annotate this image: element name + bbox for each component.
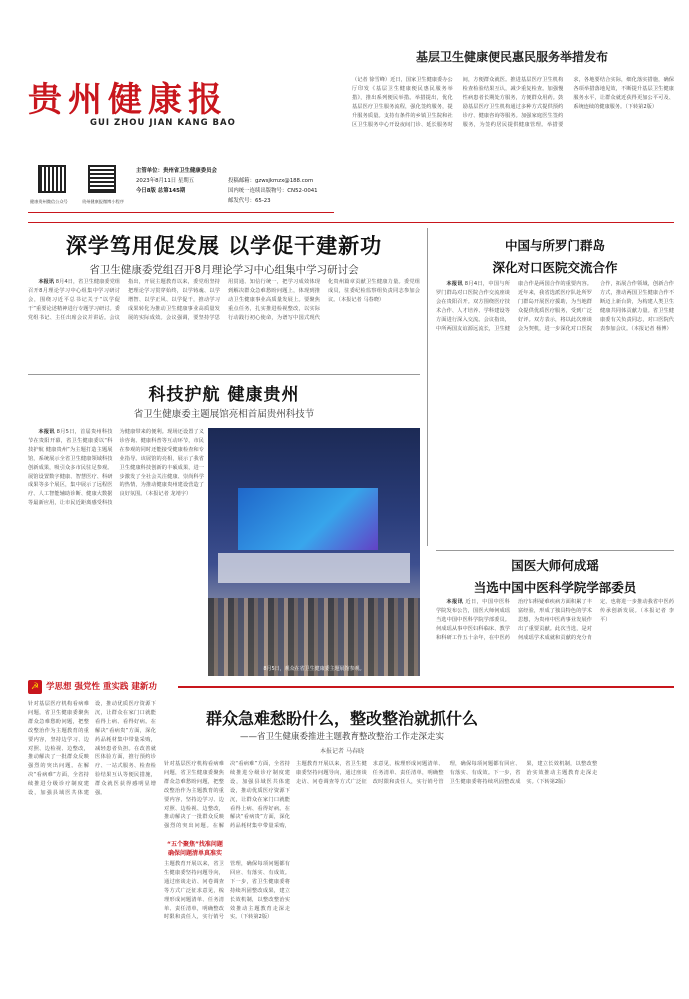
lead-label: 本报讯 xyxy=(446,281,463,287)
bottom-subhead: ——省卫生健康委推进主题教育整改整治工作走深走实 xyxy=(239,732,444,742)
party-emblem-icon: ☭ xyxy=(28,680,42,694)
bottom-left-body: 针对基层医疗机构看病难问题，省卫生健康委聚焦群众急难愁盼问题，把整改整治作为主题教育的重要内容，坚持边学习、边对照、边检视、边整改，推动解决了一批群众反映强烈的突出问题。在解决“看病难”方面，全省持续推进分级诊疗制度建设，加强县域医共体建设，推动优质医疗资源下沉，让群众在家门口就能看得上病、看得好病。在解决“看病贵”方面，深化药品耗材集中带量采购，减轻患者负担。在改善就医体验方面，推行预约诊疗、一站式服务、检查检验结果互认等便民措施，群众就医获得感明显增强。 xyxy=(28,701,156,797)
bottom-byline: 本报记者 马春晓 xyxy=(320,748,364,755)
main-body-text: 8月4日，省卫生健康委党组召开8月理论学习中心组集中学习研讨会，围绕习近平总书记关于“以学促干”重要论述精神进行专题学习研讨。委党组书记、主任出席会议并讲话。会议指出，开展主题教育以来，委党组坚持把理论学习贯穿始终，以学铸魂、以学增智、以学正风、以学促干，推动学习成果转化为推动卫生健康事业高质量发展的实际成效。会议强调，要坚持学思用贯通、知信行统一，把学习成效体现到解决群众急难愁盼问题上，体现到推动卫生健康事业高质量发展上。要聚焦重点任务，扎实推进检视整改，以实际行动践行初心使命，为谱写中国式现代化贵州篇章贡献卫生健康力量。委党组成员，驻委纪检监察组负责同志参加会议。（本报记者 马春晓） xyxy=(28,279,420,321)
cambodia-body-text: 8月4日，中国与所罗门群岛对口医院合作交流座谈会在贵阳召开。双方围绕医疗技术合作、人才培养、学科建设等方面进行深入交流。会议指出，中所两国友谊源远流长，卫生健康合作是两国合作的重要内容。近年来，我省选派医疗队赴所罗门群岛开展医疗援助，为当地群众提供优质医疗服务，受到广泛好评。双方表示，将以此次座谈会为契机，进一步深化对口医院合作，拓展合作领域，创新合作方式，推动两国卫生健康合作不断迈上新台阶，为构建人类卫生健康共同体贡献力量。省卫生健康委有关负责同志，对口医院代表参加会议。（本报记者 杨博） xyxy=(436,281,674,332)
postal-code: 邮发代号：65-23 xyxy=(228,198,271,204)
bottom-body-right: 主题教育开展以来，省卫生健康委坚持问题导向，通过座谈走访、问卷调查等方式广泛征求意见，梳理形成问题清单、任务清单、责任清单，明确整改时限和责任人，实行销号管理，确保每项问题都有回应、有落实、有成效。下一步，省卫生健康委将持续巩固整改成果，建立长效机制，以整改整治实效推动主题教育走深走实。（下转第2版） xyxy=(296,761,598,785)
grassroots-headline: 基层卫生健康便民惠民服务举措发布 xyxy=(415,50,608,64)
bottom-headline: 群众急难愁盼什么，整改整治就抓什么 xyxy=(205,709,478,728)
tech-body-text: 8月5日，首届贵州科技节在贵阳开幕，省卫生健康委以“科技护航 健康贵州”为主题打造主题展馆，系统展示全省卫生健康领域科技创新成果，吸引众多市民驻足参观。展馆设置数字健康、智慧医疗、科研成果等多个展区，集中展示了远程医疗、人工智能辅助诊断、健康大数据等最新应用，让市民近距离感受科技为健康带来的便利。现场还设置了义诊咨询、健康科普等互动环节，市民在参观的同时还能接受健康检查和专业指导。该展馆的亮相，展示了我省卫生健康科技创新的丰硕成果，进一步激发了全社会关注健康、崇尚科学的热情，为推动健康贵州建设营造了良好氛围。（本报记者 龙靖宇） xyxy=(28,429,204,507)
photo-caption: 8月5日，观众在省卫生健康委主题展馆参观。 xyxy=(263,666,365,672)
masthead-divider xyxy=(28,212,334,213)
theme-banner xyxy=(28,680,674,694)
main-headline: 深学笃用促发展 以学促干建新功 xyxy=(65,234,383,258)
lead-label: 本报讯 xyxy=(38,279,55,285)
section-divider xyxy=(28,222,674,223)
email: 投稿邮箱：gzwsjkmzx@188.com xyxy=(228,178,314,184)
issue-date: 2023年8月11日 星期五 xyxy=(136,178,195,184)
section-divider xyxy=(436,550,674,551)
qr-caption: 健康贵州微信公众号 xyxy=(30,199,68,204)
qr-code-icon xyxy=(88,165,116,193)
masthead xyxy=(28,68,328,166)
booth-structure xyxy=(218,553,410,583)
edition: 今日8版 总第145期 xyxy=(136,188,186,194)
tech-headline: 科技护航 健康贵州 xyxy=(148,385,300,405)
banner-slogan: 学思想 强党性 重实践 建新功 xyxy=(46,682,157,692)
exhibition-photo xyxy=(208,428,420,676)
cn-number: 国内统一连续出版物号：CN52-0041 xyxy=(228,188,318,194)
masthead-title: 贵州健康报 xyxy=(28,80,228,120)
column-divider xyxy=(427,228,428,546)
cambodia-headline-2: 深化对口医院交流合作 xyxy=(492,260,618,275)
academician-headline-2: 当选中国中医科学院学部委员 xyxy=(473,580,637,595)
academician-body xyxy=(436,598,674,678)
inline-heading: “五个聚焦”找准问题 确保问题清单真准实 xyxy=(167,841,223,857)
section-divider xyxy=(28,374,420,375)
main-subhead: 省卫生健康委党组召开8月理论学习中心组集中学习研讨会 xyxy=(89,264,359,276)
masthead-info xyxy=(136,167,336,211)
qr-code-icon xyxy=(38,165,66,193)
masthead-pinyin: GUI ZHOU JIAN KANG BAO xyxy=(90,118,236,128)
grassroots-body: （记者 徐雪峰）近日，国家卫生健康委办公厅印发《基层卫生健康便民惠民服务举措》，推出系列便民举措。举措提出，优化基层医疗卫生服务流程，强化签约服务，提升服务质量。支持有条件的乡镇卫生院和社区卫生服务中心开设夜间门诊、延长服务时间，方便群众就医。推进基层医疗卫生机构检查检验结果互认，减少重复检查。加强慢性病患者长期处方服务，方便群众用药。鼓励基层医疗卫生机构通过多种方式提供预约诊疗、健康咨询等服务。加强家庭医生签约服务，为签约居民提供健康管理。举措要求，各地要结合实际，细化落实措施，确保各项举措落地见效，不断提升基层卫生健康服务水平，让群众就近获得更加公平可及、系统连续的健康服务。（下转第2版） xyxy=(352,77,674,128)
qr-codes xyxy=(30,165,130,209)
publisher: 主管单位：贵州省卫生健康委员会 xyxy=(136,168,217,174)
banner-line xyxy=(178,686,674,688)
bottom-body-lower: 主题教育开展以来，省卫生健康委坚持问题导向，通过座谈走访、问卷调查等方式广泛征求意见，梳理形成问题清单、任务清单、责任清单，明确整改时限和责任人，实行销号管理，确保每项问题都有回应、有落实、有成效。下一步，省卫生健康委将持续巩固整改成果，建立长效机制，以整改整治实效推动主题教育走深走实。（下转第2版） xyxy=(164,861,290,921)
tech-subhead: 省卫生健康委主题展馆亮相首届贵州科技节 xyxy=(133,409,315,420)
lead-label: 本报讯 xyxy=(446,599,464,605)
tech-body xyxy=(28,428,204,672)
led-screen xyxy=(238,488,378,550)
academician-headline-1: 国医大师何成瑶 xyxy=(511,558,599,573)
academician-body-text: 近日，中国中医科学院发布公告，国医大师何成瑶当选中国中医科学院学部委员。何成瑶从事中医妇科临床、教学和科研工作五十余年，在中医药治疗妇科疑难疾病方面积累了丰富经验，形成了独具特色的学术思想，为贵州中医药事业发展作出了重要贡献。此次当选，是对何成瑶学术成就和贡献的充分肯定，也将进一步推动我省中医药传承创新发展。（本报记者 李平） xyxy=(436,599,674,641)
lead-label: 本报讯 xyxy=(38,429,55,435)
cambodia-headline-1: 中国与所罗门群岛 xyxy=(504,238,605,253)
cambodia-body xyxy=(436,280,674,546)
main-body xyxy=(28,278,420,371)
qr-caption: 贵州健康报微博小程序 xyxy=(82,199,124,204)
bottom-body-middle: 针对基层医疗机构看病难问题，省卫生健康委聚焦群众急难愁盼问题，把整改整治作为主题教育的重要内容，坚持边学习、边对照、边检视、边整改，推动解决了一批群众反映强烈的突出问题。在解决“看病难”方面，全省持续推进分级诊疗制度建设，加强县域医共体建设，推动优质医疗资源下沉，让群众在家门口就能看得上病、看得好病。在解决“看病贵”方面，深化药品耗材集中带量采购， xyxy=(164,761,290,830)
